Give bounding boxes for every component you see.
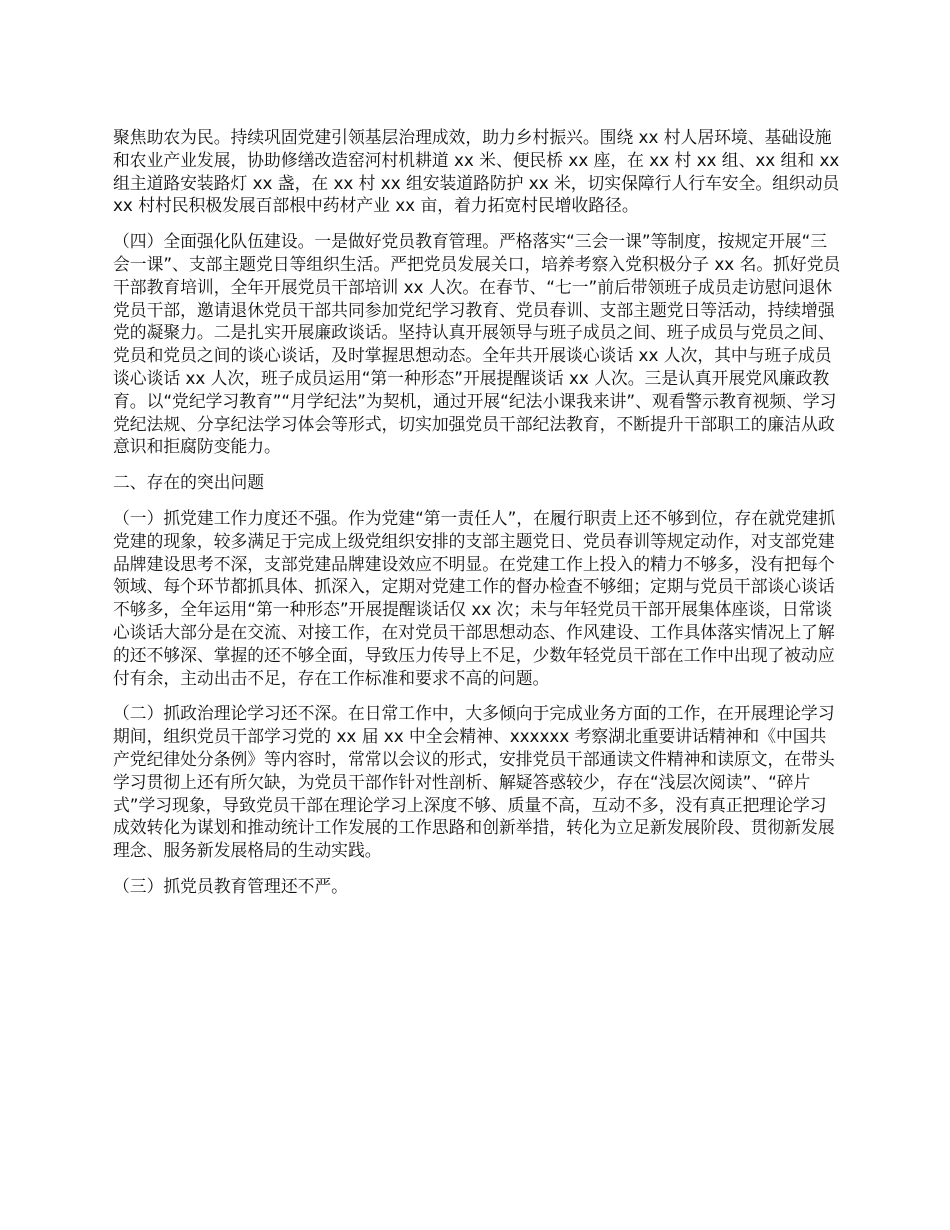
- paragraph-education-management-heading: （三）抓党员教育管理还不严。: [113, 875, 348, 896]
- paragraph-party-building-problem: （一）抓党建工作力度还不强。作为党建“第一责任人”，在履行职责上还不够到位，存在就党建抓党建的现象，较多满足于完成上级党组织安排的支部主题党日、党员春训等规定动作，对支部党建品牌建设思考不深，支部党建品牌建设效应不明显。在党建工作上投入的精力不够多，没有把每个领域、每个环节都抓具体、抓深入，定期对党建工作的督办检查不够细；定期与党员干部谈心谈话不够多，全年运用“第一种形态”开展提醒谈话仅 xx 次；未与年轻党员干部开展集体座谈，日常谈心谈话大部分是在交流、对接工作，在对党员干部思想动态、作风建设、工作具体落实情况上了解的还不够深、掌握的还不够全面，导致压力传导上不足，少数年轻党员干部在工作中出现了被动应付有余，主动出击不足，存在工作标准和要求不高的问题。: [113, 507, 836, 688]
- paragraph-rural-support: 聚焦助农为民。持续巩固党建引领基层治理成效，助力乡村振兴。围绕 xx 村人居环境、基础设施和农业产业发展，协助修缮改造窑河村机耕道 xx 米、便民桥 xx 座，在 xx 村 xx 组、xx 组和 xx 组主道路安装路灯 xx 盏，在 xx 村 xx 组安装道路防护 xx 米，切实保障行人行车安全。组织动员 xx 村村民积极发展百部根中药材产业 xx 亩，着力拓宽村民增收路径。: [113, 127, 840, 216]
- paragraph-theory-study-problem: （二）抓政治理论学习还不深。在日常工作中，大多倾向于完成业务方面的工作，在开展理论学习期间，组织党员干部学习党的 xx 届 xx 中全会精神、xxxxxx 考察湖北重要讲话精神和《中国共产党纪律处分条例》等内容时，常常以会议的形式，安排党员干部通读文件精神和读原文，在带头学习贯彻上还有所欠缺，为党员干部作针对性剖析、解疑答惑较少，存在“浅层次阅读”、“碎片式”学习现象，导致党员干部在理论学习上深度不够、质量不高，互动不多，没有真正把理论学习成效转化为谋划和推动统计工作发展的工作思路和创新举措，转化为立足新发展阶段、贯彻新发展理念、服务新发展格局的生动实践。: [113, 703, 835, 861]
- section-heading-problems: 二、存在的突出问题: [113, 472, 265, 493]
- paragraph-team-building: （四）全面强化队伍建设。一是做好党员教育管理。严格落实“三会一课”等制度，按规定开展“三会一课”、支部主题党日等组织生活。严把党员发展关口，培养考察入党积极分子 xx 名。抓好党员干部教育培训，全年开展党员干部培训 xx 人次。在春节、“七一”前后带领班子成员走访慰问退休党员干部，邀请退休党员干部共同参加党纪学习教育、党员春训、支部主题党日等活动，持续增强党的凝聚力。二是扎实开展廉政谈话。坚持认真开展领导与班子成员之间、班子成员与党员之间、党员和党员之间的谈心谈话，及时掌握思想动态。全年共开展谈心谈话 xx 人次，其中与班子成员谈心谈话 xx 人次，班子成员运用“第一种形态”开展提醒谈话 xx 人次。三是认真开展党风廉政教育。以“党纪学习教育”“月学纪法”为契机，通过开展“纪法小课我来讲”、观看警示教育视频、学习党纪法规、分享纪法学习体会等形式，切实加强党员干部纪法教育，不断提升干部职工的廉洁从政意识和拒腐防变能力。: [113, 231, 841, 457]
- document-page: [113, 126, 843, 911]
